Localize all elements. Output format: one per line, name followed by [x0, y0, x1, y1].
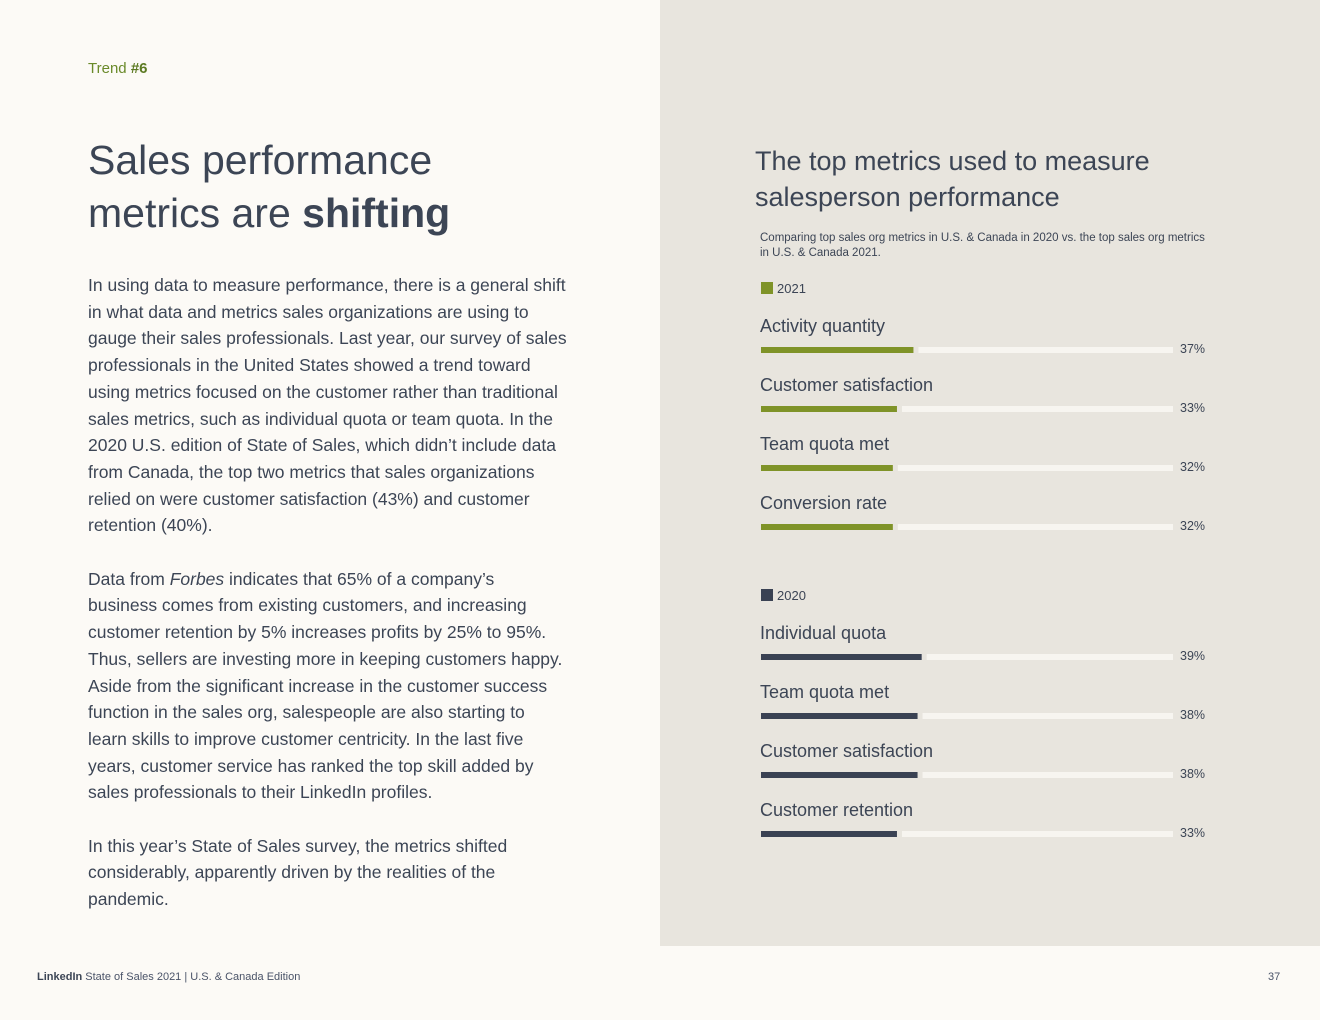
legend-swatch-2020 — [761, 589, 773, 601]
bar — [761, 831, 897, 837]
bar — [761, 524, 893, 530]
chart-subtitle: Comparing top sales org metrics in U.S. & Canada in 2020 vs. the top sales org metrics in U.S. & Canada 2021. — [760, 232, 1205, 259]
bar — [761, 347, 913, 353]
legend-swatch-2021 — [761, 282, 773, 294]
bar-track — [898, 465, 1173, 471]
bar-value: 38% — [1180, 708, 1206, 722]
trend-text: Trend — [88, 60, 127, 77]
footer-edition — [37, 971, 300, 983]
bar-value: 37% — [1180, 342, 1206, 356]
bar-label: Team quota met — [760, 682, 890, 702]
bar-track — [898, 524, 1173, 530]
p2-post: indicates that 65% of a company’s business comes from existing customers, and increasing customer retention by 5% increases profits by 25% to 95%. Thus, sellers are investing more in keeping customers happy. Aside from the significant increase in the customer success function in the sales org, salespeople are also starting to learn skills to improve customer centricity. In the last five years, customer service has ranked the top skill added by sales professionals to their LinkedIn profiles. — [88, 568, 563, 803]
title-line2: metrics are — [88, 190, 303, 236]
bar-label: Customer retention — [760, 800, 914, 820]
legend-label-2020: 2020 — [777, 588, 806, 603]
bar-track — [902, 831, 1173, 837]
bar-track — [927, 654, 1173, 660]
chart-title: The top metrics used to measure salesperson performance — [755, 146, 1150, 212]
paragraph-3: In this year’s State of Sales survey, the metrics shifted considerably, apparently driven by the realities of the pandemic. — [88, 835, 508, 910]
bar-value: 39% — [1180, 649, 1206, 663]
bar — [761, 772, 918, 778]
bar-label: Customer satisfaction — [760, 741, 934, 761]
bar-track — [923, 772, 1173, 778]
page-number: 37 — [1268, 971, 1281, 983]
bar-value: 33% — [1180, 401, 1206, 415]
bar-label: Conversion rate — [760, 493, 888, 513]
title-bold: shifting — [302, 190, 451, 236]
bar — [761, 654, 922, 660]
bar-value: 33% — [1180, 826, 1206, 840]
bar-label: Customer satisfaction — [760, 375, 934, 395]
bar — [761, 465, 893, 471]
bar-track — [902, 406, 1173, 412]
forbes-link: Forbes — [169, 568, 225, 589]
bar-track — [923, 713, 1173, 719]
bar-label: Team quota met — [760, 434, 890, 454]
bar-label: Activity quantity — [760, 316, 886, 336]
title-line1: Sales performance — [88, 137, 433, 183]
trend-number: #6 — [130, 60, 148, 77]
p2-pre: Data from — [88, 568, 170, 589]
footer-brand: LinkedIn — [37, 971, 83, 983]
bar — [761, 713, 918, 719]
paragraph-1: In using data to measure performance, there is a general shift in what data and metrics sales organizations are using to gauge their sales professionals. Last year, our survey of sales professionals in the United States showed a trend toward using metrics focused on the customer rather than traditional sales metrics, such as individual quota or team quota. In the 2020 U.S. edition of State of Sales, which didn’t include data from Canada, the top two metrics that sales organizations relied on were customer satisfaction (43%) and customer retention (40%). — [88, 275, 567, 536]
footer-edition-text: State of Sales 2021 | U.S. & Canada Edition — [82, 971, 301, 983]
bar-value: 32% — [1180, 460, 1206, 474]
bar-value: 32% — [1180, 519, 1206, 533]
legend-label-2021: 2021 — [777, 281, 806, 296]
bar — [761, 406, 897, 412]
bar-label: Individual quota — [760, 623, 887, 643]
bar-value: 38% — [1180, 767, 1206, 781]
bar-track — [918, 347, 1173, 353]
